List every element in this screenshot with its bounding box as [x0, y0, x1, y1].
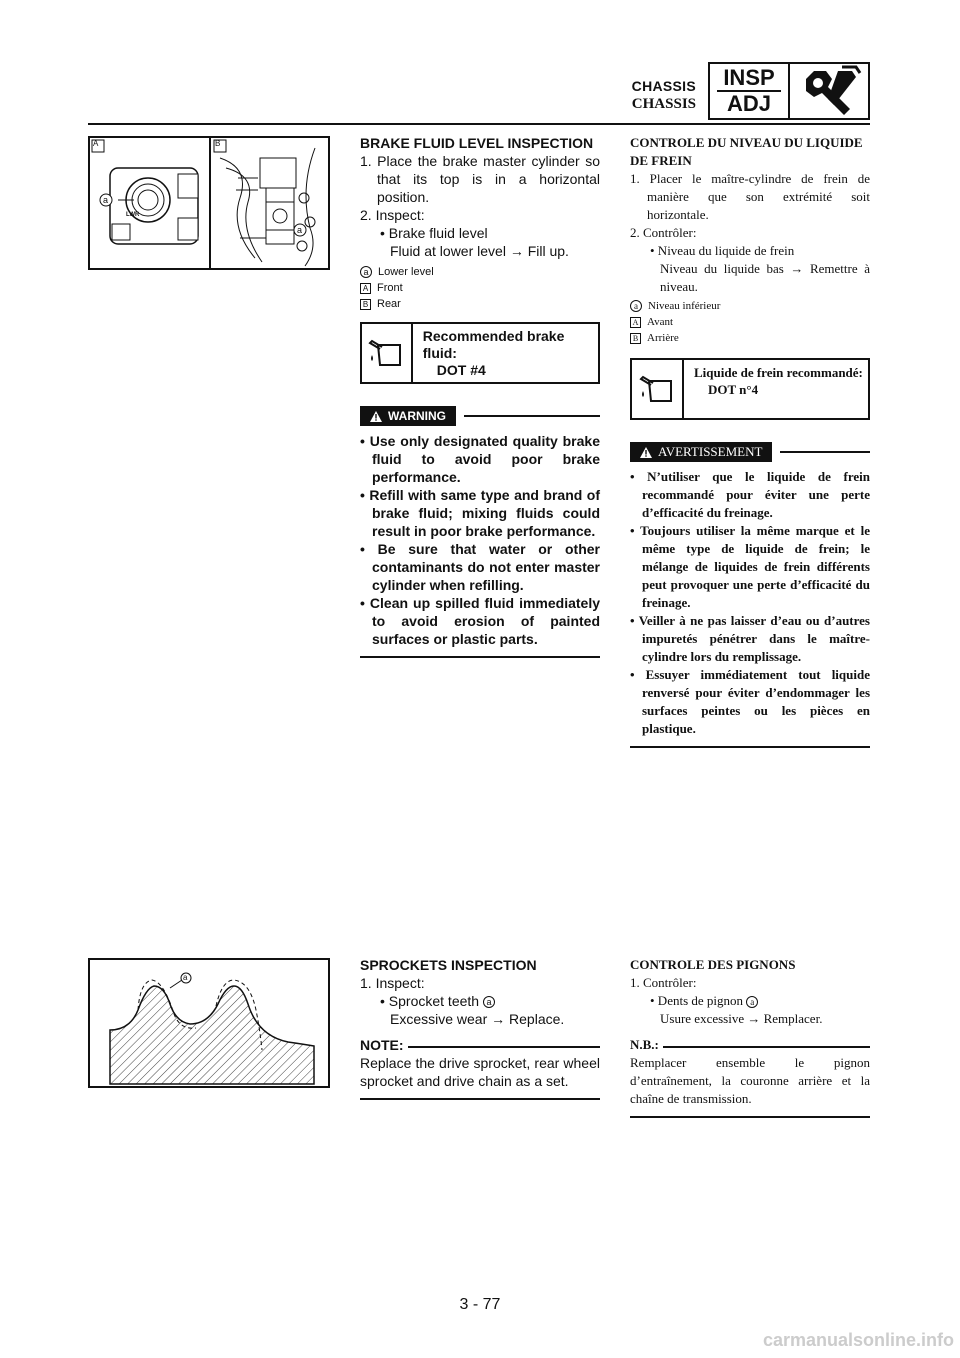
spec-label-en: Recommended brake fluid:: [422, 328, 565, 361]
brake-bullet-detail-en: Fluid at lower level → Fill up.: [390, 243, 569, 259]
warning-item: • Essuyer immédiatement tout liquide renversé pour éviter d’endommager les surfaces peintes ou les pièces en plastique.: [630, 667, 870, 736]
sprocket-bullet-detail-en: Excessive wear → Replace.: [390, 1011, 565, 1027]
warning-label-en: WARNING: [388, 409, 446, 423]
brake-bullet-detail-fr: Niveau du liquide bas → Remettre à niveau.: [660, 261, 870, 294]
legend-item: [360, 264, 600, 280]
legend-text: Arrière: [647, 332, 679, 344]
spec-value-en: DOT #4: [436, 362, 486, 378]
brake-bullet-fr: • Niveau du liquide de frein: [650, 243, 795, 258]
legend-item: [630, 330, 870, 346]
note-end-rule-fr: [630, 1116, 870, 1118]
warning-rule-fr: [780, 451, 870, 453]
badge-adj: ADJ: [726, 91, 771, 116]
note-text-fr: Remplacer ensemble le pignon d’entraînement, la couronne arrière et la chaîne de transmission.: [630, 1055, 870, 1106]
warning-item: • Use only designated quality brake fluid to avoid poor brake performance.: [360, 433, 600, 485]
section-title-en: CHASSIS: [631, 78, 696, 94]
sprocket-bullet-key-en: a: [483, 996, 495, 1008]
front-reservoir-drawing: [110, 168, 198, 244]
warning-item: • Toujours utiliser la même marque et le même type de liquide de frein; le mélange de liquides de frein différents peut provoquer une perte d’efficacité du freinage.: [630, 523, 870, 610]
spec-box-fr: [630, 358, 870, 420]
sprocket-title-fr: CONTROLE DES PIGNONS: [630, 957, 796, 972]
oil-can-icon: [632, 360, 684, 418]
rear-reservoir-drawing: [220, 148, 315, 266]
figure-label-rear: B: [215, 139, 221, 148]
warning-list-fr: [630, 468, 870, 738]
legend-text: Front: [377, 282, 403, 294]
sprocket-figure: [88, 958, 330, 1088]
brake-step1-en: 1. Place the brake master cylinder so that its top is in a horizontal position.: [360, 153, 600, 205]
legend-key: A: [630, 317, 641, 328]
figure-lwr-mark: LWR: [126, 212, 140, 218]
section-title-fr: CHASSIS: [631, 96, 696, 112]
note-rule-en: [408, 1046, 600, 1048]
badge-insp: INSP: [723, 65, 775, 90]
figure-callout-sprocket-teeth: a: [183, 973, 188, 982]
header-rule: [88, 123, 870, 125]
legend-key: a: [360, 266, 372, 278]
warning-badge-en: [360, 406, 456, 426]
sprocket-step1-fr: 1. Contrôler:: [630, 975, 697, 990]
warning-item: • N’utiliser que le liquide de frein recommandé pour éviter une perte d’efficacité du freinage.: [630, 469, 870, 520]
note-rule-fr: [663, 1046, 870, 1048]
english-sprocket-section: [360, 956, 600, 1100]
note-label-en: NOTE:: [360, 1037, 404, 1053]
legend-key: a: [630, 300, 642, 312]
french-brake-section: [630, 134, 870, 748]
warning-item: • Clean up spilled fluid immediately to avoid erosion of painted surfaces or plastic parts.: [360, 595, 600, 647]
brake-step1-fr: 1. Placer le maître-cylindre de frein de manière que son extrémité soit horizontale.: [630, 171, 870, 222]
english-brake-section: [360, 134, 600, 658]
note-header-en: [360, 1036, 600, 1054]
sprocket-step1-en: 1. Inspect:: [360, 975, 425, 991]
sprocket-bullet-line-en: [360, 992, 600, 1010]
warning-item: • Veiller à ne pas laisser d’eau ou d’autres impuretés pénétrer dans le maître-cylindre lors du remplissage.: [630, 613, 870, 664]
legend-text: Rear: [377, 298, 401, 310]
warning-triangle-icon: [370, 411, 382, 422]
spec-value-fr: DOT n°4: [708, 382, 759, 397]
french-sprocket-section: [630, 956, 870, 1118]
section-badge: [708, 62, 870, 120]
warning-item: • Be sure that water or other contaminants do not enter master cylinder when refilling.: [360, 541, 600, 593]
sprocket-bullet-fr: • Dents de pignon: [650, 993, 744, 1008]
spec-box-en: [360, 322, 600, 384]
brake-title-en: BRAKE FLUID LEVEL INSPECTION: [360, 135, 594, 151]
figure-callout-lower-level-front: a: [103, 195, 109, 205]
sprocket-bullet-detail-fr: Usure excessive → Remplacer.: [660, 1011, 823, 1026]
warning-end-rule-en: [360, 656, 600, 658]
legend-text: Lower level: [378, 266, 434, 278]
warning-end-rule-fr: [630, 746, 870, 748]
warning-label-fr: AVERTISSEMENT: [658, 444, 763, 459]
spec-label-fr: Liquide de frein recommandé:: [694, 365, 863, 380]
warning-rule-en: [464, 415, 600, 417]
legend-item: [630, 314, 870, 330]
warning-badge-fr: [630, 442, 772, 462]
spec-text-en: [413, 324, 598, 382]
note-label-fr: N.B.:: [630, 1037, 659, 1052]
warning-item: • Refill with same type and brand of brake fluid; mixing fluids could result in poor brake performance.: [360, 487, 600, 539]
sprocket-bullet-key-fr: a: [746, 996, 758, 1008]
brake-title-fr: CONTROLE DU NIVEAU DU LIQUIDE DE FREIN: [630, 135, 863, 168]
brake-fluid-figure: [88, 136, 330, 270]
legend-item: [630, 298, 870, 314]
sprocket-bullet-en: • Sprocket teeth: [380, 993, 480, 1009]
legend-key: B: [360, 299, 371, 310]
figure-callout-lower-level-rear: a: [297, 225, 303, 235]
warning-header-en: [360, 406, 600, 426]
brake-step2-fr: 2. Contrôler:: [630, 225, 697, 240]
legend-key: B: [630, 333, 641, 344]
insp-adj-label: [710, 64, 790, 118]
legend-item: [360, 296, 600, 312]
brake-bullet-en: • Brake fluid level: [380, 225, 488, 241]
page-number: 3 - 77: [459, 1296, 501, 1313]
legend-item: [360, 280, 600, 296]
legend-text: Niveau inférieur: [648, 300, 721, 312]
oil-can-icon: [362, 324, 413, 382]
wrench-icon: [790, 64, 868, 118]
note-end-rule-en: [360, 1098, 600, 1100]
note-header-fr: [630, 1036, 870, 1054]
warning-triangle-icon: [640, 447, 652, 458]
watermark: carmanualsonline.info: [762, 1330, 954, 1350]
brake-step2-en: 2. Inspect:: [360, 207, 425, 223]
sprocket-bullet-line-fr: [630, 992, 870, 1010]
warning-list-en: [360, 432, 600, 648]
legend-text: Avant: [647, 316, 674, 328]
note-text-en: Replace the drive sprocket, rear wheel sprocket and drive chain as a set.: [360, 1055, 600, 1089]
legend-key: A: [360, 283, 371, 294]
spec-text-fr: [684, 360, 863, 418]
warning-header-fr: [630, 442, 870, 462]
figure-label-front: A: [93, 139, 99, 148]
sprocket-title-en: SPROCKETS INSPECTION: [360, 957, 537, 973]
